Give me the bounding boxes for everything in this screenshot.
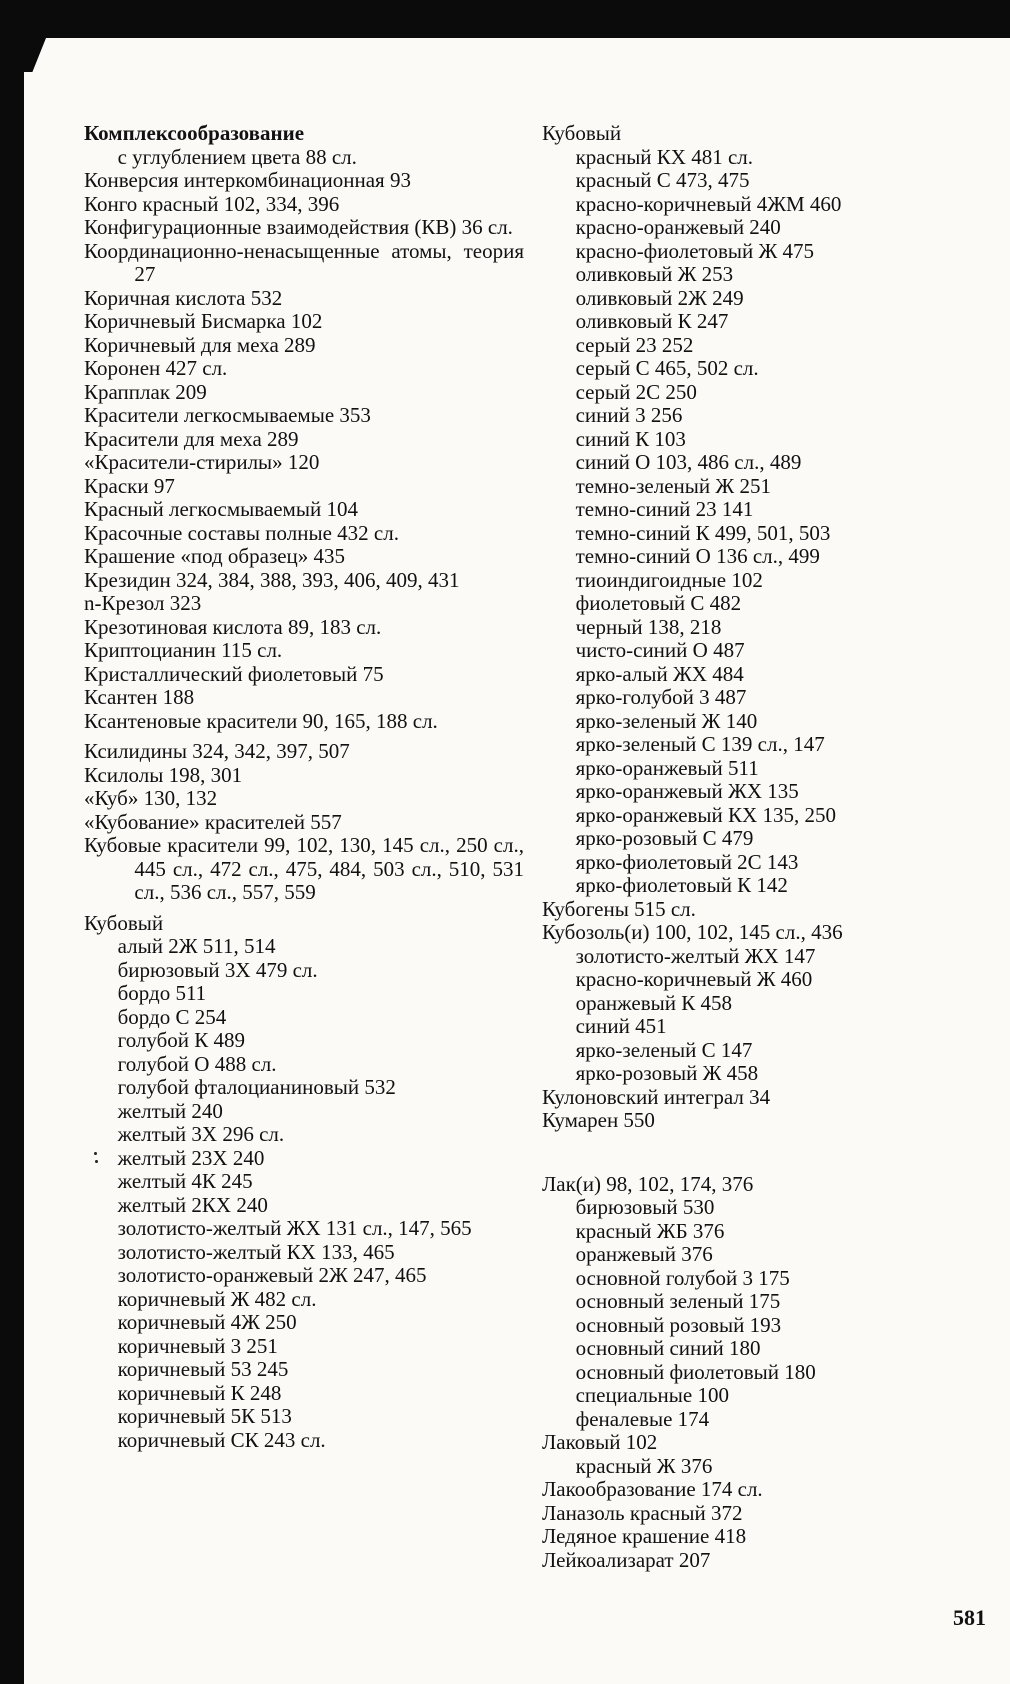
index-subentry: желтый 23Х 240: [117, 1145, 265, 1170]
index-entry: Конфигурационные взаимодействия (КВ) 36 сл.: [84, 215, 513, 239]
index-subentry: специальные 100: [575, 1383, 729, 1407]
index-subentry: серый С 465, 502 сл.: [575, 356, 759, 380]
index-entry: Кубозоль(и) 100, 102, 145 сл., 436: [542, 920, 843, 944]
index-entry: Ксилидины 324, 342, 397, 507: [84, 739, 350, 763]
index-subentry: ярко-зеленый С 139 сл., 147: [575, 732, 825, 756]
index-subentry: коричневый СК 243 сл.: [117, 1427, 326, 1452]
index-subentry: бирюзовый 3Х 479 сл.: [117, 957, 318, 982]
index-subentry: оливковый К 247: [575, 309, 729, 333]
spacer: [542, 1133, 972, 1173]
index-subentry: красный Ж 376: [575, 1453, 713, 1478]
index-subentry: желтый 240: [117, 1098, 223, 1123]
index-subentry: коричневый 3 251: [117, 1333, 278, 1358]
index-entry: Лейкоализарат 207: [542, 1547, 711, 1572]
index-subentry: золотисто-желтый ЖХ 131 сл., 147, 565: [117, 1216, 472, 1240]
index-column-right: [542, 122, 972, 1572]
index-entry: Крапплак 209: [84, 379, 207, 404]
index-subentry: коричневый 4Ж 250: [117, 1310, 297, 1334]
index-subentry: ярко-оранжевый 511: [575, 755, 759, 780]
index-entry: Коронен 427 сл.: [84, 356, 228, 380]
index-entry: Крезидин 324, 384, 388, 393, 406, 409, 431: [84, 567, 460, 592]
index-entry: Кумарен 550: [542, 1108, 655, 1132]
index-subentry: основный фиолетовый 180: [575, 1359, 816, 1384]
scan-top-edge: [0, 0, 1010, 38]
index-entry: Кристаллический фиолетовый 75: [84, 661, 384, 686]
index-entry: Крезотиновая кислота 89, 183 сл.: [84, 614, 382, 639]
index-entry: Ксантен 188: [84, 685, 195, 709]
index-entry: Комплексообразование: [84, 121, 305, 145]
index-entry: Красители легкосмываемые 353: [84, 403, 371, 427]
index-subentry: темно-зеленый Ж 251: [575, 473, 771, 498]
index-entry: Лакообразование 174 сл.: [542, 1477, 763, 1501]
index-subentry: основной голубой 3 175: [575, 1265, 790, 1290]
index-subentry: золотисто-оранжевый 2Ж 247, 465: [117, 1263, 427, 1287]
index-entry: Кубовые красители 99, 102, 130, 145 сл., 250 сл., 445 сл., 472 сл., 475, 484, 503 сл., 510, 531 сл., 536 сл., 557, 559: [84, 833, 524, 904]
index-subentry: ярко-зеленый Ж 140: [575, 708, 758, 733]
index-subentry: с углублением цвета 88 сл.: [117, 144, 357, 169]
index-subentry: чисто-синий О 487: [575, 638, 745, 662]
index-entry: «Кубование» красителей 557: [84, 809, 342, 834]
index-subentry: основный зеленый 175: [575, 1289, 781, 1313]
index-subentry: черный 138, 218: [575, 614, 722, 639]
index-entry: «Куб» 130, 132: [84, 786, 218, 810]
index-subentry: золотисто-желтый ЖХ 147: [575, 943, 816, 968]
index-subentry: оливковый Ж 253: [575, 262, 734, 286]
index-subentry: тиоиндигоидные 102: [575, 567, 763, 592]
index-entry: Краски 97: [84, 473, 175, 498]
index-subentry: голубой фталоцианиновый 532: [117, 1075, 396, 1099]
index-subentry: желтый 4К 245: [117, 1169, 253, 1193]
scan-corner-mark: [18, 28, 50, 72]
index-subentry: темно-синий К 499, 501, 503: [575, 520, 831, 545]
index-entry: Красители для меха 289: [84, 426, 299, 451]
index-subentry: синий К 103: [575, 426, 686, 451]
index-subentry: ярко-голубой 3 487: [575, 685, 747, 709]
index-entry: Криптоцианин 115 сл.: [84, 638, 283, 662]
index-subentry: оливковый 2Ж 249: [575, 285, 744, 310]
index-column-left: [84, 122, 524, 1452]
index-subentry: алый 2Ж 511, 514: [117, 934, 276, 958]
index-subentry: основный розовый 193: [575, 1312, 782, 1337]
index-subentry: ярко-алый ЖХ 484: [575, 661, 744, 686]
index-subentry: оранжевый 376: [575, 1242, 713, 1266]
index-entry: Кубогены 515 сл.: [542, 896, 696, 921]
page-number: 581: [953, 1605, 986, 1630]
index-entry: n-Крезол 323: [84, 591, 202, 615]
index-subentry: красный С 473, 475: [575, 168, 750, 192]
index-subentry: оранжевый К 458: [575, 990, 732, 1015]
index-entry: Красный легкосмываемый 104: [84, 497, 358, 521]
index-subentry: темно-синий О 136 сл., 499: [575, 544, 820, 568]
index-subentry: ярко-фиолетовый К 142: [575, 873, 788, 897]
index-subentry: ярко-зеленый С 147: [575, 1037, 753, 1062]
index-subentry: красно-коричневый 4ЖМ 460: [575, 191, 842, 216]
index-subentry: бирюзовый 530: [575, 1195, 715, 1219]
index-subentry: ярко-фиолетовый 2С 143: [575, 849, 799, 874]
index-entry: Координационно-ненасыщенные атомы, теория 27: [84, 238, 524, 286]
index-entry: Кулоновский интеграл 34: [542, 1084, 771, 1109]
index-subentry: феналевые 174: [575, 1406, 710, 1431]
index-subentry: желтый 2КХ 240: [117, 1192, 268, 1217]
index-subentry: ярко-оранжевый КХ 135, 250: [575, 802, 836, 827]
index-subentry: красный КХ 481 сл.: [575, 144, 754, 169]
index-subentry: красно-коричневый Ж 460: [575, 967, 813, 991]
scan-left-edge: [0, 0, 24, 1684]
index-entry: Конверсия интеркомбинационная 93: [84, 168, 411, 192]
index-entry: Кубовый: [84, 910, 164, 935]
index-subentry: фиолетовый С 482: [575, 591, 742, 615]
index-entry: Крашение «под образец» 435: [84, 544, 346, 568]
index-entry: Ксилолы 198, 301: [84, 762, 243, 787]
index-subentry: красно-фиолетовый Ж 475: [575, 238, 815, 263]
index-entry: Ланазоль красный 372: [542, 1500, 743, 1525]
index-subentry: синий О 103, 486 сл., 489: [575, 450, 802, 474]
index-entry: Кубовый: [542, 121, 622, 145]
index-entry: Красочные составы полные 432 сл.: [84, 520, 399, 545]
index-subentry: синий 3 256: [575, 403, 683, 427]
index-entry: Конго красный 102, 334, 396: [84, 191, 340, 216]
index-entry: Коричневый для меха 289: [84, 332, 316, 357]
index-entry: «Красители-стирилы» 120: [84, 450, 320, 474]
index-entry: Коричная кислота 532: [84, 285, 283, 310]
index-subentry: серый 2С 250: [575, 379, 697, 404]
index-subentry: темно-синий 23 141: [575, 497, 754, 521]
index-entry: Ксантеновые красители 90, 165, 188 сл.: [84, 708, 438, 733]
index-subentry: красно-оранжевый 240: [575, 215, 781, 239]
index-entry: Ледяное крашение 418: [542, 1524, 747, 1548]
index-entry: Коричневый Бисмарка 102: [84, 309, 323, 333]
index-subentry: голубой О 488 сл.: [117, 1051, 277, 1076]
index-subentry: ярко-оранжевый ЖХ 135: [575, 779, 799, 803]
index-subentry: коричневый 53 245: [117, 1357, 289, 1381]
index-subentry: ярко-розовый С 479: [575, 826, 754, 850]
index-subentry: синий 451: [575, 1014, 667, 1038]
index-subentry: голубой К 489: [117, 1028, 246, 1052]
index-subentry: коричневый К 248: [117, 1380, 282, 1405]
index-subentry: коричневый Ж 482 сл.: [117, 1286, 317, 1311]
index-subentry: коричневый 5К 513: [117, 1404, 292, 1428]
index-subentry: бордо С 254: [117, 1004, 227, 1029]
index-subentry: ярко-розовый Ж 458: [575, 1061, 759, 1085]
index-subentry: золотисто-желтый КХ 133, 465: [117, 1239, 395, 1264]
index-entry: Лак(и) 98, 102, 174, 376: [542, 1171, 754, 1196]
index-subentry: бордо 511: [117, 981, 207, 1005]
index-subentry: основный синий 180: [575, 1336, 761, 1360]
index-subentry: желтый 3Х 296 сл.: [117, 1122, 285, 1146]
index-subentry: красный ЖБ 376: [575, 1218, 725, 1243]
index-subentry: серый 23 252: [575, 332, 694, 357]
index-entry: Лаковый 102: [542, 1430, 658, 1454]
